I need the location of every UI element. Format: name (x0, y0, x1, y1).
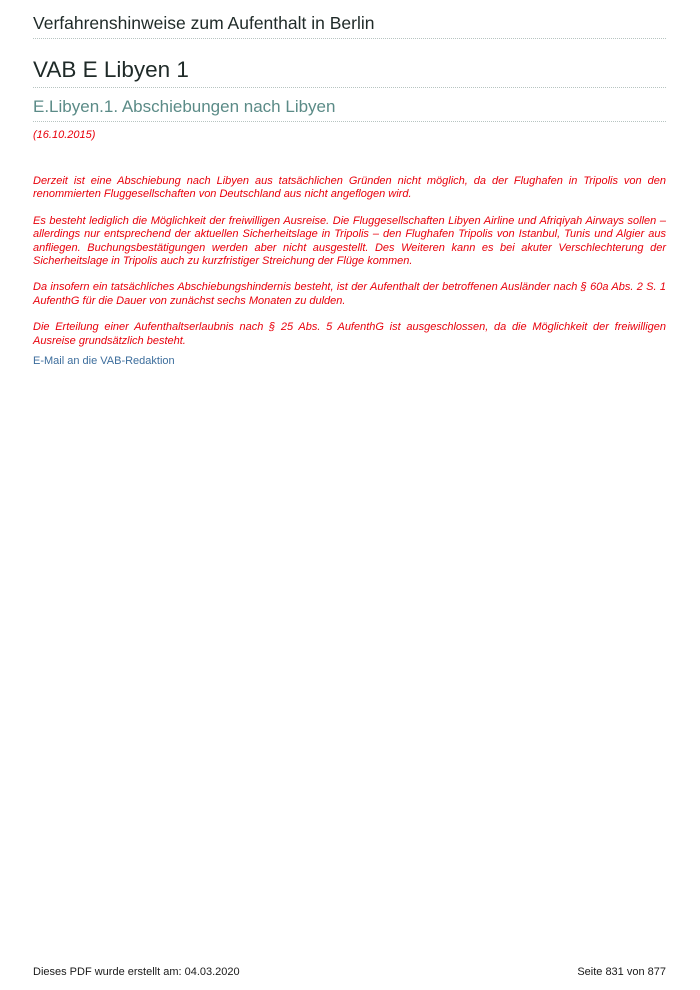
paragraph: Da insofern ein tatsächliches Abschiebungshindernis besteht, ist der Aufenthalt der betroffenen Ausländer nach § 60a Abs. 2 S. 1 AufenthG für die Dauer von zunächst sechs Monaten zu dulden. (33, 281, 666, 307)
page-number: Seite 831 von 877 (577, 966, 666, 978)
document-header: Verfahrenshinweise zum Aufenthalt in Berlin (33, 13, 666, 39)
created-date: Dieses PDF wurde erstellt am: 04.03.2020 (33, 966, 240, 978)
email-editorial-link[interactable]: E-Mail an die VAB-Redaktion (33, 355, 175, 368)
section-title: E.Libyen.1. Abschiebungen nach Libyen (33, 97, 666, 122)
document-page (33, 0, 666, 367)
paragraph: Es besteht lediglich die Möglichkeit der freiwilligen Ausreise. Die Fluggesellschaften Libyen Airline und Afriqiyah Airways sollen – allerdings nur entsprechend der aktuellen Sicherheitslage in Tripolis – den Flughafen Tripolis von Istanbul, Tunis und Algier aus anfliegen. Buchungsbestätigungen werden aber nicht ausgestellt. Des Weiteren kann es bei akuter Verschlechterung der Sicherheitslage in Tripolis auch zu kurzfristiger Streichung der Flüge kommen. (33, 214, 666, 268)
document-date: (16.10.2015) (33, 129, 96, 141)
paragraph: Derzeit ist eine Abschiebung nach Libyen aus tatsächlichen Gründen nicht möglich, da der Flughafen in Tripolis von den renommierten Fluggesellschaften von Deutschland aus nicht angeflogen wird. (33, 175, 666, 201)
body-text (33, 175, 666, 348)
document-title: VAB E Libyen 1 (33, 57, 666, 88)
paragraph: Die Erteilung einer Aufenthaltserlaubnis nach § 25 Abs. 5 AufenthG ist ausgeschlossen, da die Möglichkeit der freiwilligen Ausreise grundsätzlich besteht. (33, 321, 666, 347)
